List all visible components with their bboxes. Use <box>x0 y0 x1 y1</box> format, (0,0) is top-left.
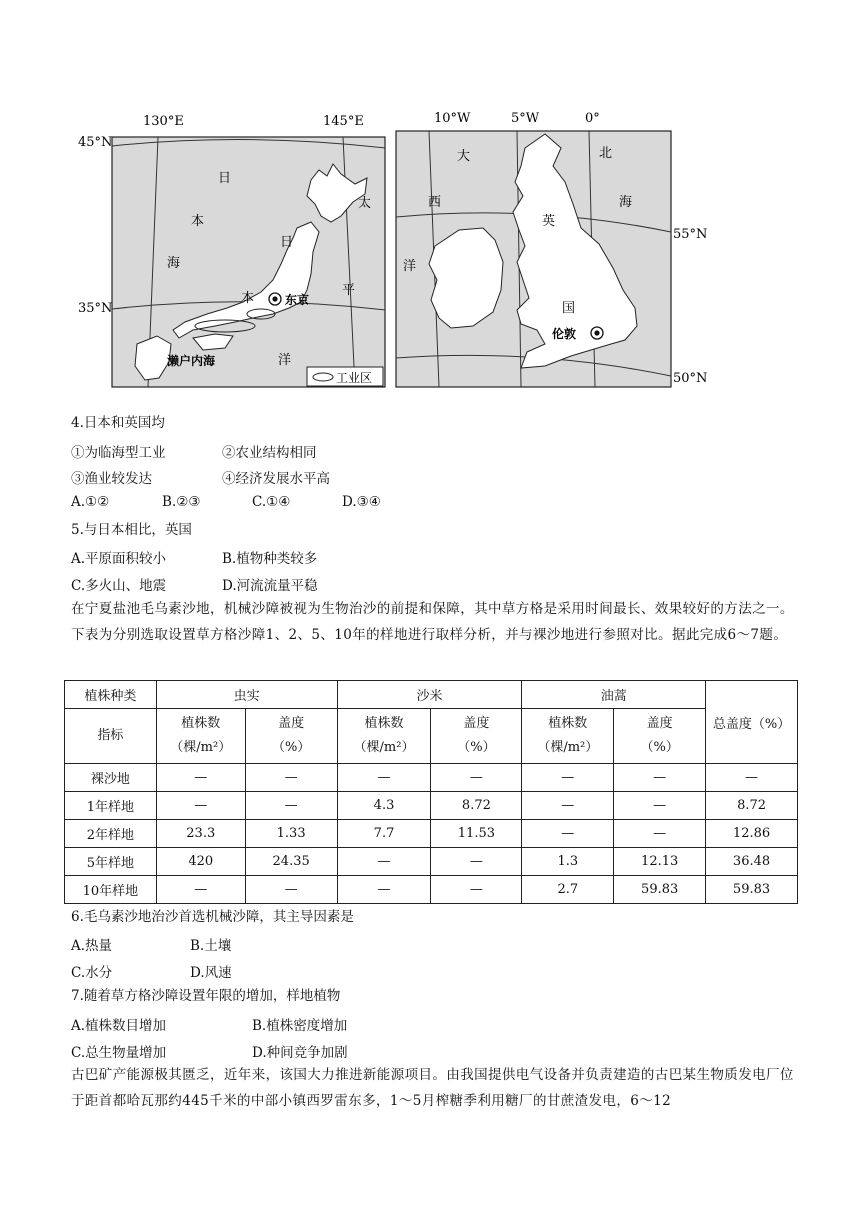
q4-option-c: C.①④ <box>252 494 291 510</box>
legend-label: 工业区 <box>336 371 373 385</box>
q5-option-d: D.河流流量平稳 <box>222 578 318 594</box>
table-cell: — <box>522 820 614 848</box>
map-figure <box>75 104 715 394</box>
setonaikai-label: 濑户内海 <box>167 354 216 368</box>
q5-stem: 5.与日本相比，英国 <box>71 522 192 538</box>
q4-statement-4: ④经济发展水平高 <box>222 471 330 487</box>
table-row <box>65 876 798 904</box>
q6-stem: 6.毛乌素沙地治沙首选机械沙障，其主导因素是 <box>71 909 354 925</box>
table-cell: — <box>614 792 706 820</box>
q4-statement-1: ①为临海型工业 <box>71 445 166 461</box>
map-label: 本 <box>191 214 205 229</box>
table-cell: 裸沙地 <box>65 764 157 792</box>
table-cell: — <box>245 876 337 904</box>
lon-label-10w: 10°W <box>434 111 471 126</box>
q6-option-c: C.水分 <box>71 965 113 981</box>
lon-label-130: 130°E <box>143 114 184 129</box>
japan-map <box>78 114 385 387</box>
passage-cuba: 古巴矿产能源极其匮乏，近年来，该国大力推进新能源项目。由我国提供电气设备并负责建造的古巴某生物质发电厂位于距首都哈瓦那约445千米的中部小镇西罗雷东多，1～5月榨糖季利用糖厂的甘蔗渣发电，6～12 <box>71 1067 794 1109</box>
q7-option-b: B.植株密度增加 <box>252 1018 348 1034</box>
table-cell: — <box>245 792 337 820</box>
table-cell: — <box>431 876 522 904</box>
header-species: 植株种类 <box>65 681 157 709</box>
table-row <box>65 820 798 848</box>
table-cell: 8.72 <box>431 792 522 820</box>
q4-option-d: D.③④ <box>342 494 381 510</box>
header-count: 植株数 （棵/m²） <box>156 709 245 764</box>
header-cover: 盖度 （%） <box>614 709 706 764</box>
q4-option-b: B.②③ <box>162 494 201 510</box>
map-label: 大 <box>457 149 471 164</box>
q6-option-d: D.风速 <box>190 965 232 981</box>
header-total-cover: 总盖度（%） <box>706 681 798 764</box>
q5-option-c: C.多火山、地震 <box>71 578 167 594</box>
header-species-1: 虫实 <box>156 681 337 709</box>
map-label: 洋 <box>278 353 292 368</box>
table-cell: 7.7 <box>337 820 431 848</box>
header-species-2: 沙米 <box>337 681 522 709</box>
table-row <box>65 848 798 876</box>
table-cell: 10年样地 <box>65 876 157 904</box>
map-label: 本 <box>241 291 255 306</box>
table-cell: — <box>706 764 798 792</box>
map-label: 国 <box>562 301 576 316</box>
lat-label-55: 55°N <box>673 227 708 242</box>
map-label: 洋 <box>403 259 417 274</box>
table-cell: — <box>156 764 245 792</box>
q4-stem: 4.日本和英国均 <box>71 415 165 431</box>
table-row <box>65 764 798 792</box>
table-cell: 8.72 <box>706 792 798 820</box>
table-cell: 1.3 <box>522 848 614 876</box>
q4-option-a: A.①② <box>71 494 110 510</box>
table-row <box>65 792 798 820</box>
lon-label-145: 145°E <box>323 114 364 129</box>
header-count: 植株数 （棵/m²） <box>522 709 614 764</box>
q5-option-a: A.平原面积较小 <box>71 551 167 567</box>
map-label: 英 <box>542 214 556 229</box>
lat-label-50: 50°N <box>673 371 708 386</box>
table-cell: — <box>431 764 522 792</box>
header-cover: 盖度 （%） <box>245 709 337 764</box>
table-cell: — <box>522 764 614 792</box>
vegetation-table <box>64 680 798 904</box>
table-cell: — <box>522 792 614 820</box>
table-cell: 11.53 <box>431 820 522 848</box>
lat-label-35: 35°N <box>78 301 113 316</box>
q6-option-b: B.土壤 <box>190 938 232 954</box>
table-cell: 420 <box>156 848 245 876</box>
q7-option-d: D.种间竞争加剧 <box>252 1045 348 1061</box>
lon-label-0: 0° <box>585 111 600 126</box>
header-cover: 盖度 （%） <box>431 709 522 764</box>
table-cell: 12.13 <box>614 848 706 876</box>
table-cell: 59.83 <box>706 876 798 904</box>
table-cell: — <box>614 764 706 792</box>
table-cell: 4.3 <box>337 792 431 820</box>
uk-map <box>396 111 707 387</box>
table-cell: — <box>431 848 522 876</box>
table-cell: — <box>156 876 245 904</box>
q4-statement-2: ②农业结构相同 <box>222 445 317 461</box>
table-cell: — <box>337 848 431 876</box>
q7-stem: 7.随着草方格沙障设置年限的增加，样地植物 <box>71 988 341 1004</box>
map-label: 西 <box>428 195 442 210</box>
table-cell: — <box>337 764 431 792</box>
table-cell: 59.83 <box>614 876 706 904</box>
table-cell: 1.33 <box>245 820 337 848</box>
passage-desert: 在宁夏盐池毛乌素沙地，机械沙障被视为生物治沙的前提和保障，其中草方格是采用时间最长、效果较好的方法之一。下表为分别选取设置草方格沙障1、2、5、10年的样地进行取样分析，并与裸沙地进行参照对比。据此完成6～7题。 <box>71 601 794 643</box>
q6-option-a: A.热量 <box>71 938 113 954</box>
table-cell: — <box>245 764 337 792</box>
table-cell: 36.48 <box>706 848 798 876</box>
map-label: 海 <box>619 195 633 210</box>
table-cell: 12.86 <box>706 820 798 848</box>
table-cell: 1年样地 <box>65 792 157 820</box>
map-label: 北 <box>599 146 613 161</box>
header-species-3: 油蒿 <box>522 681 706 709</box>
table-cell: 5年样地 <box>65 848 157 876</box>
q7-option-c: C.总生物量增加 <box>71 1045 167 1061</box>
table-cell: — <box>337 876 431 904</box>
map-label: 日 <box>218 171 232 186</box>
lat-label-45: 45°N <box>78 135 113 150</box>
header-count: 植株数 （棵/m²） <box>337 709 431 764</box>
tokyo-label: 东京 <box>285 293 310 307</box>
map-label: 太 <box>358 196 372 211</box>
london-label: 伦敦 <box>552 327 577 341</box>
table-cell: 24.35 <box>245 848 337 876</box>
map-label: 海 <box>167 256 181 271</box>
table-cell: — <box>614 820 706 848</box>
map-label: 平 <box>342 283 356 298</box>
map-label: 日 <box>280 235 294 250</box>
table-cell: 2.7 <box>522 876 614 904</box>
q7-option-a: A.植株数目增加 <box>71 1018 167 1034</box>
table-cell: 2年样地 <box>65 820 157 848</box>
q4-statement-3: ③渔业较发达 <box>71 471 152 487</box>
q5-option-b: B.植物种类较多 <box>222 551 318 567</box>
table-cell: — <box>156 792 245 820</box>
table-cell: 23.3 <box>156 820 245 848</box>
header-index: 指标 <box>65 709 157 764</box>
lon-label-5w: 5°W <box>511 111 540 126</box>
